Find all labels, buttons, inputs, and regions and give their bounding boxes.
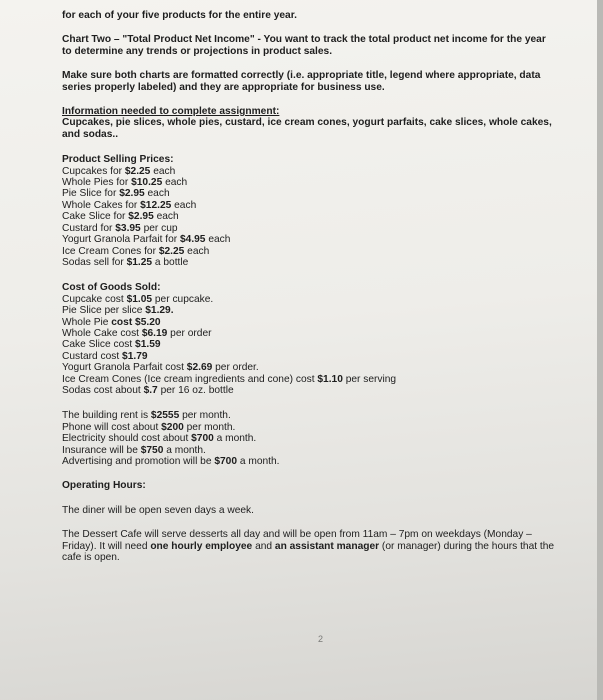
list-line (62, 294, 557, 305)
line-amount: $1.79 (122, 350, 148, 362)
line-suffix: per order (167, 327, 212, 339)
line-amount: $2.95 (119, 188, 145, 200)
list-line (62, 177, 557, 188)
list-line (62, 374, 557, 385)
line-suffix: each (150, 165, 176, 177)
list-line (62, 385, 557, 396)
list-line (62, 211, 557, 222)
line-text: Cupcakes for (62, 165, 125, 177)
line-text: Yogurt Granola Parfait for (62, 234, 180, 246)
line-amount: $2.69 (186, 362, 213, 374)
line-text: Whole Cake cost (62, 327, 142, 339)
line-suffix: each (144, 188, 170, 200)
line-suffix: a month. (237, 456, 280, 467)
line-amount: $3.95 (115, 222, 141, 234)
line-suffix: a month. (163, 444, 206, 456)
info-text: Cupcakes, pie slices, whole pies, custard, ice cream cones, yogurt parfaits, cake slices, whole cakes, and sodas.. (62, 117, 552, 140)
cogs-heading: Cost of Goods Sold: (62, 282, 161, 294)
line-text: Cupcake cost (62, 293, 127, 305)
line-text: Sodas sell for (62, 256, 127, 268)
line-amount: $750 (140, 444, 164, 456)
line-amount: cost $5.20 (111, 316, 161, 328)
line-text: Sodas cost about (62, 384, 144, 396)
line-amount: $2555 (150, 410, 180, 422)
list-line (62, 339, 557, 350)
line-text: Pie Slice for (62, 188, 120, 200)
list-line (62, 234, 557, 245)
line-amount: $200 (161, 421, 184, 433)
hours-text: The diner will be open seven days a week. (62, 504, 254, 516)
list-line (62, 433, 557, 444)
prices-list (62, 166, 557, 269)
line-suffix: a bottle (152, 256, 189, 268)
line-amount: $12.25 (140, 199, 172, 211)
cafe-paragraph (62, 529, 557, 563)
line-suffix: each (162, 177, 188, 189)
list-line (62, 200, 557, 211)
list-line (62, 166, 557, 177)
line-text: The building rent is (62, 410, 151, 422)
line-amount: $1.29. (145, 305, 174, 317)
page-number: 2 (318, 634, 324, 644)
line-text: Yogurt Granola Parfait cost (62, 362, 187, 374)
line-amount: $700 (214, 456, 237, 467)
cafe-text-3: (or manager) during the hours that the cafe is open. (62, 540, 555, 564)
line-amount: $1.59 (135, 339, 161, 351)
line-text: Electricity should cost about (62, 433, 192, 445)
line-text: Whole Pie (62, 316, 112, 328)
line-amount: $1.05 (126, 293, 153, 305)
formatting-paragraph: Make sure both charts are formatted correctly (i.e. appropriate title, legend where appropriate, data series properly labeled) and they are appropriate for business use. (62, 70, 541, 93)
list-line (62, 445, 557, 456)
line-text: Cake Slice cost (62, 339, 136, 351)
document-body (62, 10, 557, 563)
list-line (62, 223, 557, 234)
list-line (62, 188, 557, 199)
line-text: Phone will cost about (62, 421, 162, 433)
line-suffix: each (205, 234, 231, 246)
line-suffix: per 16 oz. bottle (157, 384, 234, 396)
line-suffix: per order. (212, 362, 259, 374)
line-amount: $4.95 (179, 234, 206, 246)
line-text: Whole Pies for (62, 177, 132, 189)
line-suffix: each (184, 245, 210, 257)
list-line (62, 328, 557, 339)
line-text: Advertising and promotion will be (62, 456, 215, 467)
cogs-list (62, 294, 557, 397)
line-suffix: per cup (140, 222, 178, 234)
cafe-text-2: and (252, 540, 275, 552)
line-suffix: per month. (183, 421, 236, 433)
line-suffix: each (171, 199, 197, 211)
line-amount: $10.25 (131, 177, 163, 189)
hours-heading: Operating Hours: (62, 480, 146, 492)
line-text: Whole Cakes for (62, 199, 141, 211)
list-line (62, 362, 557, 373)
expenses-list (62, 410, 557, 467)
line-suffix: per serving (342, 373, 397, 385)
chart-two-text: - You want to track the total product net income for the year to determine any trends or projections in product sales. (62, 34, 546, 57)
list-line (62, 351, 557, 362)
list-line (62, 246, 557, 257)
line-text: Pie Slice per slice (62, 305, 146, 317)
list-line (62, 317, 557, 328)
line-text: Ice Cream Cones for (62, 245, 159, 257)
line-amount: $2.95 (128, 211, 154, 223)
line-amount: $2.25 (158, 245, 185, 257)
line-suffix: a month. (213, 433, 257, 445)
list-line (62, 257, 557, 268)
line-text: Cake Slice for (62, 211, 129, 223)
list-line (62, 410, 557, 421)
cafe-bold-1: one hourly employee (150, 540, 253, 552)
line-amount: $6.19 (141, 327, 168, 339)
line-text: Custard for (62, 222, 116, 234)
cafe-bold-2: an assistant manager (274, 540, 380, 552)
line-suffix: each (153, 211, 179, 223)
intro-line: for each of your five products for the entire year. (62, 10, 297, 21)
info-heading: Information needed to complete assignment: (62, 106, 280, 118)
chart-two-paragraph (62, 34, 557, 57)
paper-edge (597, 0, 603, 700)
line-amount: $2.25 (124, 165, 151, 177)
line-suffix: per cupcake. (152, 293, 214, 305)
line-amount: $.7 (143, 384, 158, 396)
cafe-text-1: The Dessert Cafe will serve desserts all day and will be open from 11am – 7pm on weekdays (Monday – Friday). It will need (62, 529, 532, 552)
line-amount: $1.10 (317, 373, 343, 385)
chart-two-label: Chart Two – "Total Product Net Income" (62, 34, 255, 46)
line-amount: $1.25 (126, 256, 153, 268)
prices-heading: Product Selling Prices: (62, 154, 174, 166)
line-text: Ice Cream Cones (Ice cream ingredients and cone) cost (62, 373, 318, 385)
line-text: Custard cost (62, 350, 123, 362)
list-line (62, 456, 557, 467)
line-text: Insurance will be (62, 444, 141, 456)
line-amount: $700 (191, 433, 214, 445)
line-suffix: per month. (179, 410, 231, 422)
list-line (62, 305, 557, 316)
list-line (62, 422, 557, 433)
